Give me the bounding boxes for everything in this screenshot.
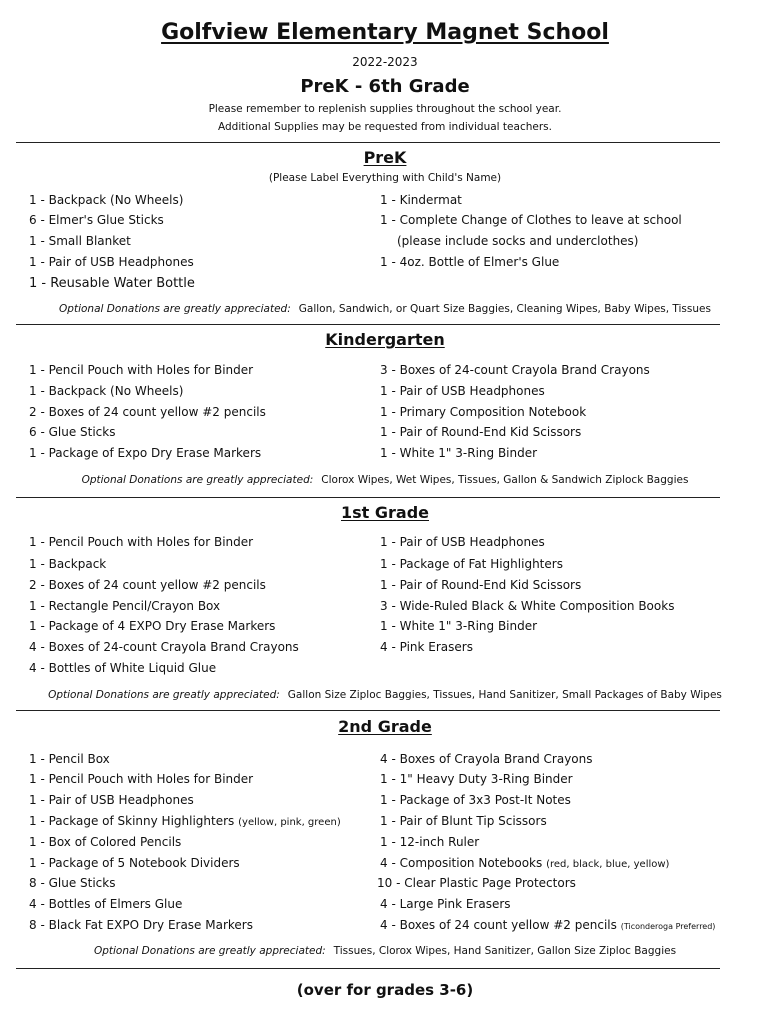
list-item: 1 - Package of Fat Highlighters: [380, 557, 563, 571]
highlighter-colors-note: (yellow, pink, green): [238, 817, 341, 828]
list-item: 1 - Complete Change of Clothes to leave at school: [380, 213, 682, 227]
list-item: 3 - Boxes of 24-count Crayola Brand Crayons: [380, 363, 650, 377]
optional-items: Clorox Wipes, Wet Wipes, Tissues, Gallon & Sandwich Ziplock Baggies: [321, 474, 689, 486]
list-item: 1 - Package of 3x3 Post-It Notes: [380, 793, 571, 807]
first-grade-heading: 1st Grade: [341, 503, 429, 522]
list-item: 4 - Bottles of Elmers Glue: [29, 897, 183, 911]
list-item: 8 - Glue Sticks: [29, 876, 116, 890]
list-item: 1 - Backpack: [29, 557, 107, 571]
replenish-note: Please remember to replenish supplies throughout the school year.: [208, 103, 562, 115]
divider: [16, 324, 720, 325]
list-item: 1 - Backpack (No Wheels): [29, 193, 184, 207]
list-item-note: (please include socks and underclothes): [397, 234, 639, 248]
list-item: 1 - Pair of USB Headphones: [380, 535, 545, 549]
optional-label: Optional Donations are greatly appreciated:: [59, 303, 291, 315]
optional-items: Gallon Size Ziploc Baggies, Tissues, Hand Sanitizer, Small Packages of Baby Wipes: [287, 689, 722, 701]
list-item: 6 - Glue Sticks: [29, 425, 116, 439]
divider: [16, 968, 720, 969]
list-item: 1 - 4oz. Bottle of Elmer's Glue: [380, 255, 560, 269]
list-item: 1 - Package of Expo Dry Erase Markers: [29, 446, 262, 460]
optional-label: Optional Donations are greatly appreciated:: [93, 945, 326, 957]
notebook-colors-note: (red, black, blue, yellow): [546, 859, 670, 870]
list-item: [29, 814, 341, 828]
optional-items: Tissues, Clorox Wipes, Hand Sanitizer, Gallon Size Ziploc Baggies: [333, 945, 677, 957]
list-item-text: 1 - Package of Skinny Highlighters: [29, 814, 235, 828]
list-item: 4 - Bottles of White Liquid Glue: [29, 661, 217, 675]
list-item: 1 - 1" Heavy Duty 3-Ring Binder: [380, 772, 573, 786]
list-item: 1 - Small Blanket: [29, 234, 131, 248]
prek-heading: PreK: [363, 148, 407, 167]
list-item: 1 - Pencil Box: [29, 752, 110, 766]
list-item: 1 - Pair of Round-End Kid Scissors: [380, 578, 582, 592]
list-item: 1 - Package of 4 EXPO Dry Erase Markers: [29, 619, 276, 633]
divider: [16, 710, 720, 711]
list-item: 1 - White 1" 3-Ring Binder: [380, 446, 538, 460]
list-item: 1 - Pencil Pouch with Holes for Binder: [29, 535, 254, 549]
additional-supplies-note: Additional Supplies may be requested from individual teachers.: [218, 121, 552, 133]
list-item: 1 - Pencil Pouch with Holes for Binder: [29, 363, 254, 377]
list-item: 1 - Pair of USB Headphones: [29, 793, 194, 807]
second-grade-optional-donations: [0, 945, 770, 957]
optional-items: Gallon, Sandwich, or Quart Size Baggies, Cleaning Wipes, Baby Wipes, Tissues: [298, 303, 711, 315]
kindergarten-heading: Kindergarten: [325, 330, 445, 349]
first-grade-optional-donations: [0, 689, 770, 701]
list-item: [380, 918, 715, 932]
list-item: 1 - White 1" 3-Ring Binder: [380, 619, 538, 633]
list-item: 1 - Kindermat: [380, 193, 462, 207]
list-item: 2 - Boxes of 24 count yellow #2 pencils: [29, 578, 266, 592]
divider: [16, 497, 720, 498]
list-item: 4 - Pink Erasers: [380, 640, 473, 654]
list-item: 4 - Large Pink Erasers: [380, 897, 511, 911]
over-for-grades-note: (over for grades 3-6): [296, 981, 474, 999]
list-item: 1 - Reusable Water Bottle: [29, 276, 195, 291]
school-title: Golfview Elementary Magnet School: [161, 20, 609, 45]
list-item: 8 - Black Fat EXPO Dry Erase Markers: [29, 918, 253, 932]
list-item: 1 - Box of Colored Pencils: [29, 835, 182, 849]
list-item: 1 - Primary Composition Notebook: [380, 405, 587, 419]
prek-optional-donations: [0, 303, 770, 315]
list-item: 1 - Pencil Pouch with Holes for Binder: [29, 772, 254, 786]
list-item: 1 - Backpack (No Wheels): [29, 384, 184, 398]
school-year: 2022-2023: [352, 55, 418, 69]
list-item: 1 - Package of 5 Notebook Dividers: [29, 856, 240, 870]
prek-label-note: (Please Label Everything with Child's Name): [268, 172, 502, 184]
list-item: 6 - Elmer's Glue Sticks: [29, 213, 164, 227]
second-grade-heading: 2nd Grade: [338, 717, 432, 736]
list-item: 1 - Pair of Round-End Kid Scissors: [380, 425, 582, 439]
list-item: 2 - Boxes of 24 count yellow #2 pencils: [29, 405, 266, 419]
list-item: 4 - Boxes of 24-count Crayola Brand Crayons: [29, 640, 299, 654]
grade-range: PreK - 6th Grade: [300, 76, 470, 97]
list-item: 1 - Pair of USB Headphones: [29, 255, 194, 269]
optional-label: Optional Donations are greatly appreciated:: [81, 474, 314, 486]
kindergarten-optional-donations: [0, 474, 770, 486]
list-item-text: 4 - Composition Notebooks: [380, 856, 543, 870]
list-item: 3 - Wide-Ruled Black & White Composition Books: [380, 599, 675, 613]
list-item-text: 4 - Boxes of 24 count yellow #2 pencils: [380, 918, 617, 932]
list-item: 1 - 12-inch Ruler: [380, 835, 480, 849]
divider: [16, 142, 720, 143]
ticonderoga-note: (Ticonderoga Preferred): [620, 922, 716, 931]
list-item: 4 - Boxes of Crayola Brand Crayons: [380, 752, 593, 766]
list-item: 1 - Pair of Blunt Tip Scissors: [380, 814, 547, 828]
list-item: 1 - Pair of USB Headphones: [380, 384, 545, 398]
list-item: 10 - Clear Plastic Page Protectors: [377, 876, 576, 890]
optional-label: Optional Donations are greatly appreciated:: [48, 689, 280, 701]
list-item: [380, 856, 669, 870]
list-item: 1 - Rectangle Pencil/Crayon Box: [29, 599, 221, 613]
